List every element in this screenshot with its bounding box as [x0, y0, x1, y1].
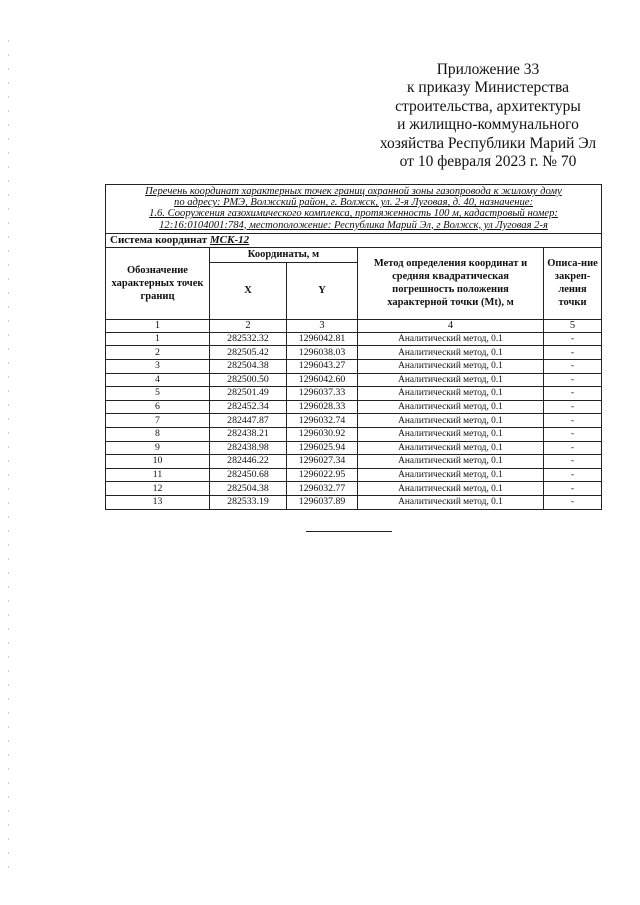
table-row: [106, 482, 602, 496]
method-cell: Аналитический метод, 0.1: [358, 373, 544, 387]
x-coordinate-cell: 282533.19: [210, 495, 287, 509]
method-cell: Аналитический метод, 0.1: [358, 482, 544, 496]
header-x: X: [210, 262, 287, 319]
x-coordinate-cell: 282532.32: [210, 332, 287, 346]
table-row: [106, 400, 602, 414]
closing-rule: [306, 531, 392, 532]
description-cell: -: [544, 455, 602, 469]
point-number-cell: 7: [106, 414, 210, 428]
appendix-line: к приказу Министерства: [407, 79, 569, 97]
description-cell: -: [544, 482, 602, 496]
table-row: [106, 441, 602, 455]
method-cell: Аналитический метод, 0.1: [358, 400, 544, 414]
appendix-heading: [356, 61, 620, 171]
y-coordinate-cell: 1296037.89: [287, 495, 358, 509]
method-cell: Аналитический метод, 0.1: [358, 414, 544, 428]
method-cell: Аналитический метод, 0.1: [358, 346, 544, 360]
point-number-cell: 1: [106, 332, 210, 346]
point-number-cell: 3: [106, 360, 210, 374]
column-number: 3: [287, 319, 358, 332]
y-coordinate-cell: 1296030.92: [287, 427, 358, 441]
description-cell: -: [544, 441, 602, 455]
coordinates-table: [105, 184, 602, 510]
coordinate-system-value: МСК-12: [209, 234, 250, 247]
column-number: 5: [544, 319, 602, 332]
point-number-cell: 5: [106, 387, 210, 401]
x-coordinate-cell: 282504.38: [210, 482, 287, 496]
table-row: [106, 455, 602, 469]
x-coordinate-cell: 282504.38: [210, 360, 287, 374]
table-row: [106, 495, 602, 509]
x-coordinate-cell: 282438.98: [210, 441, 287, 455]
header-description: Описа-ние закреп-ления точки: [544, 247, 602, 319]
column-numbers-row: [106, 319, 602, 332]
method-cell: Аналитический метод, 0.1: [358, 468, 544, 482]
column-number: 1: [106, 319, 210, 332]
method-cell: Аналитический метод, 0.1: [358, 332, 544, 346]
method-cell: Аналитический метод, 0.1: [358, 495, 544, 509]
point-number-cell: 9: [106, 441, 210, 455]
method-cell: Аналитический метод, 0.1: [358, 360, 544, 374]
description-cell: -: [544, 360, 602, 374]
y-coordinate-cell: 1296027.34: [287, 455, 358, 469]
y-coordinate-cell: 1296032.77: [287, 482, 358, 496]
table-row: [106, 332, 602, 346]
point-number-cell: 2: [106, 346, 210, 360]
description-cell: -: [544, 332, 602, 346]
y-coordinate-cell: 1296025.94: [287, 441, 358, 455]
y-coordinate-cell: 1296037.33: [287, 387, 358, 401]
appendix-line: хозяйства Республики Марий Эл: [379, 134, 597, 152]
header-y: Y: [287, 262, 358, 319]
table-row: [106, 387, 602, 401]
point-number-cell: 12: [106, 482, 210, 496]
y-coordinate-cell: 1296042.60: [287, 373, 358, 387]
table-title-line: по адресу: РМЭ, Волжский район, г. Волжск, ул. 2-я Луговая, д. 40, назначение:: [174, 197, 533, 209]
table-row: [106, 468, 602, 482]
x-coordinate-cell: 282505.42: [210, 346, 287, 360]
point-number-cell: 4: [106, 373, 210, 387]
scan-margin-marks: [8, 40, 9, 880]
description-cell: -: [544, 373, 602, 387]
point-number-cell: 13: [106, 495, 210, 509]
x-coordinate-cell: 282500.50: [210, 373, 287, 387]
x-coordinate-cell: 282450.68: [210, 468, 287, 482]
x-coordinate-cell: 282446.22: [210, 455, 287, 469]
appendix-line: от 10 февраля 2023 г. № 70: [399, 153, 577, 171]
description-cell: -: [544, 400, 602, 414]
appendix-line: Приложение 33: [436, 61, 540, 78]
x-coordinate-cell: 282447.87: [210, 414, 287, 428]
table-row: [106, 373, 602, 387]
y-coordinate-cell: 1296032.74: [287, 414, 358, 428]
point-number-cell: 8: [106, 427, 210, 441]
description-cell: -: [544, 387, 602, 401]
table-row: [106, 346, 602, 360]
header-point: Обозначение характерных точек границ: [106, 247, 210, 319]
table-row: [106, 360, 602, 374]
coordinate-system: [106, 233, 602, 247]
table-row: [106, 414, 602, 428]
description-cell: -: [544, 495, 602, 509]
method-cell: Аналитический метод, 0.1: [358, 387, 544, 401]
point-number-cell: 6: [106, 400, 210, 414]
x-coordinate-cell: 282501.49: [210, 387, 287, 401]
y-coordinate-cell: 1296038.03: [287, 346, 358, 360]
table-row: [106, 427, 602, 441]
column-number: 4: [358, 319, 544, 332]
x-coordinate-cell: 282452.34: [210, 400, 287, 414]
header-coordinates: Координаты, м: [210, 247, 358, 262]
description-cell: -: [544, 346, 602, 360]
header-method: Метод определения координат и средняя квадратическая погрешность положения характерной точки (Mt), м: [358, 247, 544, 319]
table-title-line: Перечень координат характерных точек границ охранной зоны газопровода к жилому дому: [145, 186, 562, 197]
method-cell: Аналитический метод, 0.1: [358, 441, 544, 455]
coordinate-system-label: Система координат: [110, 234, 208, 247]
table-title: [106, 185, 602, 234]
appendix-line: строительства, архитектуры: [395, 97, 581, 115]
x-coordinate-cell: 282438.21: [210, 427, 287, 441]
table-title-line: 12:16:0104001:784, местоположение: Республика Марий Эл, г Волжск, ул Луговая 2-я: [159, 219, 548, 231]
method-cell: Аналитический метод, 0.1: [358, 427, 544, 441]
column-number: 2: [210, 319, 287, 332]
method-cell: Аналитический метод, 0.1: [358, 455, 544, 469]
y-coordinate-cell: 1296043.27: [287, 360, 358, 374]
y-coordinate-cell: 1296042.81: [287, 332, 358, 346]
y-coordinate-cell: 1296022.95: [287, 468, 358, 482]
table-title-line: 1.6. Сооружения газохимического комплекса, протяженность 100 м, кадастровый номер:: [149, 208, 558, 220]
y-coordinate-cell: 1296028.33: [287, 400, 358, 414]
appendix-line: и жилищно-коммунального: [397, 116, 579, 134]
description-cell: -: [544, 468, 602, 482]
description-cell: -: [544, 427, 602, 441]
point-number-cell: 10: [106, 455, 210, 469]
point-number-cell: 11: [106, 468, 210, 482]
description-cell: -: [544, 414, 602, 428]
